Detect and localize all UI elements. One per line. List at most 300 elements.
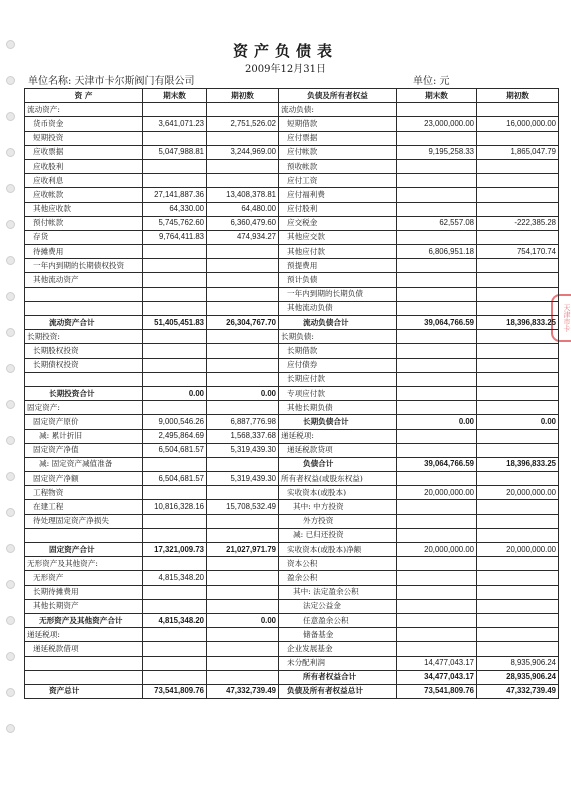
liability-item: 应付债券 bbox=[279, 358, 397, 372]
liability-item: 其他流动负债 bbox=[279, 301, 397, 315]
liability-end-value: 39,064,766.59 bbox=[397, 316, 477, 330]
liability-item: 长期借款 bbox=[279, 344, 397, 358]
asset-begin-value: 47,332,739.49 bbox=[207, 684, 279, 698]
asset-item: 递延税款借项 bbox=[25, 642, 143, 656]
liability-end-value bbox=[397, 514, 477, 528]
liability-end-value bbox=[397, 174, 477, 188]
binder-hole bbox=[6, 112, 15, 121]
asset-end-value bbox=[143, 344, 207, 358]
liability-item: 负债及所有者权益总计 bbox=[279, 684, 397, 698]
asset-item: 短期投资 bbox=[25, 131, 143, 145]
asset-end-value bbox=[143, 656, 207, 670]
liability-begin-value: 8,935,906.24 bbox=[477, 656, 559, 670]
table-row bbox=[25, 145, 559, 159]
asset-begin-value: 26,304,767.70 bbox=[207, 316, 279, 330]
asset-begin-value bbox=[207, 287, 279, 301]
liability-item: 资本公积 bbox=[279, 557, 397, 571]
table-body bbox=[25, 103, 559, 699]
asset-item bbox=[25, 287, 143, 301]
asset-begin-value bbox=[207, 457, 279, 471]
liability-begin-value bbox=[477, 358, 559, 372]
liability-item: 未分配利润 bbox=[279, 656, 397, 670]
asset-begin-value: 21,027,971.79 bbox=[207, 543, 279, 557]
asset-end-value: 27,141,887.36 bbox=[143, 188, 207, 202]
red-seal-stamp: 天津市卡 bbox=[551, 294, 571, 342]
asset-end-value bbox=[143, 287, 207, 301]
asset-item: 固定资产净额 bbox=[25, 472, 143, 486]
liability-begin-value: 754,170.74 bbox=[477, 245, 559, 259]
liability-begin-value bbox=[477, 500, 559, 514]
liability-item: 长期负债合计 bbox=[279, 415, 397, 429]
liability-end-value: 20,000,000.00 bbox=[397, 543, 477, 557]
asset-item: 应收票据 bbox=[25, 145, 143, 159]
binder-hole bbox=[6, 328, 15, 337]
table-row bbox=[25, 316, 559, 330]
asset-begin-value bbox=[207, 599, 279, 613]
binder-hole bbox=[6, 544, 15, 553]
liability-begin-value: 18,396,833.25 bbox=[477, 457, 559, 471]
liability-item: 盈余公积 bbox=[279, 571, 397, 585]
liability-begin-value bbox=[477, 159, 559, 173]
asset-begin-value: 3,244,969.00 bbox=[207, 145, 279, 159]
asset-item bbox=[25, 656, 143, 670]
liability-begin-value bbox=[477, 613, 559, 627]
liability-item: 应付帐款 bbox=[279, 145, 397, 159]
table-row bbox=[25, 386, 559, 400]
table-row bbox=[25, 301, 559, 315]
asset-begin-value bbox=[207, 628, 279, 642]
asset-item: 应收利息 bbox=[25, 174, 143, 188]
asset-item: 流动资产: bbox=[25, 103, 143, 117]
table-row bbox=[25, 486, 559, 500]
liability-end-value: 0.00 bbox=[397, 415, 477, 429]
table-row bbox=[25, 599, 559, 613]
liability-item: 所有者权益合计 bbox=[279, 670, 397, 684]
header-liab-end: 期末数 bbox=[397, 89, 477, 103]
header-line bbox=[28, 72, 558, 86]
table-row bbox=[25, 543, 559, 557]
asset-item: 固定资产: bbox=[25, 401, 143, 415]
asset-begin-value bbox=[207, 514, 279, 528]
asset-begin-value bbox=[207, 273, 279, 287]
asset-end-value: 2,495,864.69 bbox=[143, 429, 207, 443]
liability-begin-value: 28,935,906.24 bbox=[477, 670, 559, 684]
table-row bbox=[25, 174, 559, 188]
liability-item: 所有者权益(或股东权益) bbox=[279, 472, 397, 486]
liability-begin-value bbox=[477, 429, 559, 443]
liability-end-value bbox=[397, 613, 477, 627]
table-row bbox=[25, 500, 559, 514]
asset-begin-value bbox=[207, 301, 279, 315]
liability-item: 负债合计 bbox=[279, 457, 397, 471]
asset-end-value bbox=[143, 245, 207, 259]
binder-hole bbox=[6, 400, 15, 409]
asset-end-value: 4,815,348.20 bbox=[143, 571, 207, 585]
binder-hole bbox=[6, 472, 15, 481]
liability-end-value bbox=[397, 131, 477, 145]
asset-end-value bbox=[143, 358, 207, 372]
asset-begin-value bbox=[207, 372, 279, 386]
liability-begin-value: -222,385.28 bbox=[477, 216, 559, 230]
liability-end-value bbox=[397, 344, 477, 358]
liability-end-value: 23,000,000.00 bbox=[397, 117, 477, 131]
asset-item: 一年内到期的长期债权投资 bbox=[25, 259, 143, 273]
asset-end-value bbox=[143, 628, 207, 642]
liability-begin-value bbox=[477, 599, 559, 613]
asset-end-value: 51,405,451.83 bbox=[143, 316, 207, 330]
binder-hole bbox=[6, 616, 15, 625]
asset-item: 长期股权投资 bbox=[25, 344, 143, 358]
table-row bbox=[25, 472, 559, 486]
liability-end-value bbox=[397, 330, 477, 344]
table-row bbox=[25, 429, 559, 443]
liability-end-value: 39,064,766.59 bbox=[397, 457, 477, 471]
liability-item: 递延税款贷项 bbox=[279, 443, 397, 457]
asset-end-value: 17,321,009.73 bbox=[143, 543, 207, 557]
asset-item bbox=[25, 670, 143, 684]
table-row bbox=[25, 628, 559, 642]
liability-item: 流动负债合计 bbox=[279, 316, 397, 330]
asset-end-value bbox=[143, 457, 207, 471]
asset-item: 减: 固定资产减值准备 bbox=[25, 457, 143, 471]
liability-begin-value bbox=[477, 259, 559, 273]
liability-begin-value bbox=[477, 557, 559, 571]
asset-end-value: 9,000,546.26 bbox=[143, 415, 207, 429]
liability-item: 应交税金 bbox=[279, 216, 397, 230]
asset-item: 减: 累计折旧 bbox=[25, 429, 143, 443]
liability-begin-value bbox=[477, 230, 559, 244]
liability-begin-value bbox=[477, 386, 559, 400]
asset-item: 货币资金 bbox=[25, 117, 143, 131]
binder-hole bbox=[6, 256, 15, 265]
liability-begin-value bbox=[477, 330, 559, 344]
binder-hole bbox=[6, 292, 15, 301]
asset-begin-value bbox=[207, 486, 279, 500]
asset-begin-value bbox=[207, 330, 279, 344]
liability-begin-value bbox=[477, 273, 559, 287]
table-row bbox=[25, 188, 559, 202]
binder-hole bbox=[6, 580, 15, 589]
liability-begin-value bbox=[477, 514, 559, 528]
table-row bbox=[25, 557, 559, 571]
liability-begin-value bbox=[477, 188, 559, 202]
liability-end-value bbox=[397, 159, 477, 173]
liability-end-value bbox=[397, 287, 477, 301]
asset-end-value bbox=[143, 103, 207, 117]
liability-end-value bbox=[397, 259, 477, 273]
table-row bbox=[25, 613, 559, 627]
asset-item: 无形资产及其他资产: bbox=[25, 557, 143, 571]
binder-hole bbox=[6, 148, 15, 157]
asset-item: 无形资产 bbox=[25, 571, 143, 585]
asset-begin-value: 15,708,532.49 bbox=[207, 500, 279, 514]
asset-begin-value: 0.00 bbox=[207, 613, 279, 627]
liability-end-value bbox=[397, 429, 477, 443]
liability-end-value bbox=[397, 103, 477, 117]
binder-hole bbox=[6, 688, 15, 697]
liability-begin-value bbox=[477, 202, 559, 216]
asset-item: 其他流动资产 bbox=[25, 273, 143, 287]
asset-end-value bbox=[143, 401, 207, 415]
asset-end-value: 5,047,988.81 bbox=[143, 145, 207, 159]
liability-item: 短期借款 bbox=[279, 117, 397, 131]
asset-begin-value: 6,360,479.60 bbox=[207, 216, 279, 230]
liability-item: 任意盈余公积 bbox=[279, 613, 397, 627]
asset-begin-value bbox=[207, 571, 279, 585]
asset-begin-value bbox=[207, 174, 279, 188]
liability-begin-value bbox=[477, 443, 559, 457]
liability-item: 实收资本(或股本)净额 bbox=[279, 543, 397, 557]
table-row bbox=[25, 131, 559, 145]
liability-item: 预计负债 bbox=[279, 273, 397, 287]
table-row bbox=[25, 585, 559, 599]
liability-begin-value bbox=[477, 301, 559, 315]
asset-begin-value bbox=[207, 557, 279, 571]
liability-item: 递延税项: bbox=[279, 429, 397, 443]
liability-begin-value: 20,000,000.00 bbox=[477, 543, 559, 557]
asset-begin-value: 5,319,439.30 bbox=[207, 472, 279, 486]
liability-end-value bbox=[397, 202, 477, 216]
liability-item: 其他应交款 bbox=[279, 230, 397, 244]
liability-item: 流动负债: bbox=[279, 103, 397, 117]
table-row bbox=[25, 401, 559, 415]
asset-item: 待摊费用 bbox=[25, 245, 143, 259]
liability-begin-value bbox=[477, 174, 559, 188]
asset-item bbox=[25, 372, 143, 386]
liability-end-value: 62,557.08 bbox=[397, 216, 477, 230]
asset-item: 应收股利 bbox=[25, 159, 143, 173]
liability-begin-value bbox=[477, 528, 559, 542]
table-row bbox=[25, 259, 559, 273]
table-row bbox=[25, 103, 559, 117]
table-row bbox=[25, 159, 559, 173]
binder-hole bbox=[6, 184, 15, 193]
table-row bbox=[25, 230, 559, 244]
liability-end-value bbox=[397, 372, 477, 386]
asset-end-value bbox=[143, 642, 207, 656]
asset-item bbox=[25, 528, 143, 542]
header-liab-begin: 期初数 bbox=[477, 89, 559, 103]
asset-item: 待处理固定资产净损失 bbox=[25, 514, 143, 528]
binder-hole bbox=[6, 436, 15, 445]
asset-begin-value bbox=[207, 358, 279, 372]
liability-begin-value: 47,332,739.49 bbox=[477, 684, 559, 698]
asset-item: 资产总计 bbox=[25, 684, 143, 698]
liability-item: 专项应付款 bbox=[279, 386, 397, 400]
table-row bbox=[25, 287, 559, 301]
asset-begin-value bbox=[207, 131, 279, 145]
asset-begin-value bbox=[207, 245, 279, 259]
liability-item: 长期应付款 bbox=[279, 372, 397, 386]
liability-end-value bbox=[397, 386, 477, 400]
asset-begin-value: 13,408,378.81 bbox=[207, 188, 279, 202]
asset-end-value: 9,764,411.83 bbox=[143, 230, 207, 244]
asset-item: 无形资产及其他资产合计 bbox=[25, 613, 143, 627]
table-row bbox=[25, 330, 559, 344]
liability-end-value bbox=[397, 443, 477, 457]
asset-item: 在建工程 bbox=[25, 500, 143, 514]
table-row bbox=[25, 216, 559, 230]
liability-end-value: 6,806,951.18 bbox=[397, 245, 477, 259]
liability-begin-value bbox=[477, 131, 559, 145]
liability-begin-value: 20,000,000.00 bbox=[477, 486, 559, 500]
binder-hole bbox=[6, 508, 15, 517]
liability-item: 企业发展基金 bbox=[279, 642, 397, 656]
asset-item bbox=[25, 301, 143, 315]
asset-end-value bbox=[143, 159, 207, 173]
asset-begin-value: 0.00 bbox=[207, 386, 279, 400]
header-assets: 资 产 bbox=[25, 89, 143, 103]
asset-item: 其他应收款 bbox=[25, 202, 143, 216]
liability-item: 预提费用 bbox=[279, 259, 397, 273]
asset-item: 应收帐款 bbox=[25, 188, 143, 202]
asset-end-value bbox=[143, 670, 207, 684]
liability-item: 应付工资 bbox=[279, 174, 397, 188]
liability-end-value bbox=[397, 188, 477, 202]
liability-begin-value: 1,865,047.79 bbox=[477, 145, 559, 159]
liability-end-value bbox=[397, 230, 477, 244]
binder-hole bbox=[6, 724, 15, 733]
asset-begin-value bbox=[207, 344, 279, 358]
asset-begin-value bbox=[207, 159, 279, 173]
liability-end-value bbox=[397, 500, 477, 514]
asset-end-value bbox=[143, 599, 207, 613]
asset-item: 固定资产原价 bbox=[25, 415, 143, 429]
liability-item: 减: 已归还投资 bbox=[279, 528, 397, 542]
asset-item: 固定资产合计 bbox=[25, 543, 143, 557]
asset-begin-value bbox=[207, 585, 279, 599]
asset-end-value bbox=[143, 131, 207, 145]
liability-end-value bbox=[397, 528, 477, 542]
liability-begin-value bbox=[477, 287, 559, 301]
asset-item: 长期待摊费用 bbox=[25, 585, 143, 599]
asset-end-value bbox=[143, 330, 207, 344]
liability-end-value bbox=[397, 472, 477, 486]
asset-begin-value: 2,751,526.02 bbox=[207, 117, 279, 131]
liability-item: 一年内到期的长期负债 bbox=[279, 287, 397, 301]
binder-hole bbox=[6, 220, 15, 229]
liability-item: 应付股利 bbox=[279, 202, 397, 216]
asset-end-value: 4,815,348.20 bbox=[143, 613, 207, 627]
asset-begin-value bbox=[207, 656, 279, 670]
liability-end-value bbox=[397, 642, 477, 656]
asset-end-value bbox=[143, 557, 207, 571]
asset-end-value: 6,504,681.57 bbox=[143, 472, 207, 486]
asset-begin-value: 6,887,776.98 bbox=[207, 415, 279, 429]
asset-end-value bbox=[143, 259, 207, 273]
asset-begin-value: 1,568,337.68 bbox=[207, 429, 279, 443]
liability-item: 其他应付款 bbox=[279, 245, 397, 259]
table-row bbox=[25, 528, 559, 542]
liability-begin-value: 16,000,000.00 bbox=[477, 117, 559, 131]
asset-end-value bbox=[143, 585, 207, 599]
liability-item: 其他长期负债 bbox=[279, 401, 397, 415]
asset-begin-value bbox=[207, 103, 279, 117]
liability-end-value bbox=[397, 358, 477, 372]
liability-item: 其中: 法定盈余公积 bbox=[279, 585, 397, 599]
asset-item: 长期投资合计 bbox=[25, 386, 143, 400]
asset-end-value bbox=[143, 486, 207, 500]
table-row bbox=[25, 344, 559, 358]
liability-item: 长期负债: bbox=[279, 330, 397, 344]
page-title: 资产负债表 bbox=[232, 42, 338, 60]
liability-end-value: 14,477,043.17 bbox=[397, 656, 477, 670]
liability-begin-value: 18,396,833.25 bbox=[477, 316, 559, 330]
asset-begin-value bbox=[207, 642, 279, 656]
asset-item: 递延税项: bbox=[25, 628, 143, 642]
header-assets-end: 期末数 bbox=[143, 89, 207, 103]
liability-begin-value bbox=[477, 642, 559, 656]
asset-item: 存货 bbox=[25, 230, 143, 244]
asset-item: 流动资产合计 bbox=[25, 316, 143, 330]
asset-end-value bbox=[143, 514, 207, 528]
liability-end-value: 20,000,000.00 bbox=[397, 486, 477, 500]
table-row bbox=[25, 670, 559, 684]
asset-begin-value bbox=[207, 528, 279, 542]
asset-end-value: 3,641,071.23 bbox=[143, 117, 207, 131]
asset-end-value: 64,330.00 bbox=[143, 202, 207, 216]
header-assets-begin: 期初数 bbox=[207, 89, 279, 103]
table-row bbox=[25, 358, 559, 372]
header-liabilities: 负债及所有者权益 bbox=[279, 89, 397, 103]
asset-end-value bbox=[143, 372, 207, 386]
liability-begin-value bbox=[477, 372, 559, 386]
liability-item: 实收资本(或股本) bbox=[279, 486, 397, 500]
asset-begin-value bbox=[207, 401, 279, 415]
table-row bbox=[25, 372, 559, 386]
table-header-row bbox=[25, 89, 559, 103]
binder-hole bbox=[6, 364, 15, 373]
liability-item: 应付票据 bbox=[279, 131, 397, 145]
liability-end-value bbox=[397, 273, 477, 287]
asset-begin-value: 5,319,439.30 bbox=[207, 443, 279, 457]
table-row bbox=[25, 443, 559, 457]
asset-end-value: 0.00 bbox=[143, 386, 207, 400]
asset-item: 工程物资 bbox=[25, 486, 143, 500]
liability-begin-value: 0.00 bbox=[477, 415, 559, 429]
asset-begin-value bbox=[207, 259, 279, 273]
table-row bbox=[25, 117, 559, 131]
binder-hole bbox=[6, 652, 15, 661]
table-row bbox=[25, 514, 559, 528]
binder-hole bbox=[6, 76, 15, 85]
asset-end-value: 6,504,681.57 bbox=[143, 443, 207, 457]
liability-begin-value bbox=[477, 472, 559, 486]
liability-begin-value bbox=[477, 103, 559, 117]
asset-end-value bbox=[143, 174, 207, 188]
liability-end-value: 73,541,809.76 bbox=[397, 684, 477, 698]
liability-begin-value bbox=[477, 401, 559, 415]
asset-end-value bbox=[143, 273, 207, 287]
asset-end-value: 10,816,328.16 bbox=[143, 500, 207, 514]
asset-begin-value: 474,934.27 bbox=[207, 230, 279, 244]
asset-item: 预付帐款 bbox=[25, 216, 143, 230]
asset-end-value bbox=[143, 528, 207, 542]
asset-item: 长期债权投资 bbox=[25, 358, 143, 372]
liability-end-value bbox=[397, 571, 477, 585]
liability-item: 外方投资 bbox=[279, 514, 397, 528]
liability-end-value bbox=[397, 401, 477, 415]
liability-item: 其中: 中方投资 bbox=[279, 500, 397, 514]
liability-begin-value bbox=[477, 344, 559, 358]
table-row bbox=[25, 457, 559, 471]
liability-end-value bbox=[397, 301, 477, 315]
table-row bbox=[25, 642, 559, 656]
asset-item: 长期投资: bbox=[25, 330, 143, 344]
table-row bbox=[25, 245, 559, 259]
asset-begin-value bbox=[207, 670, 279, 684]
liability-end-value bbox=[397, 557, 477, 571]
